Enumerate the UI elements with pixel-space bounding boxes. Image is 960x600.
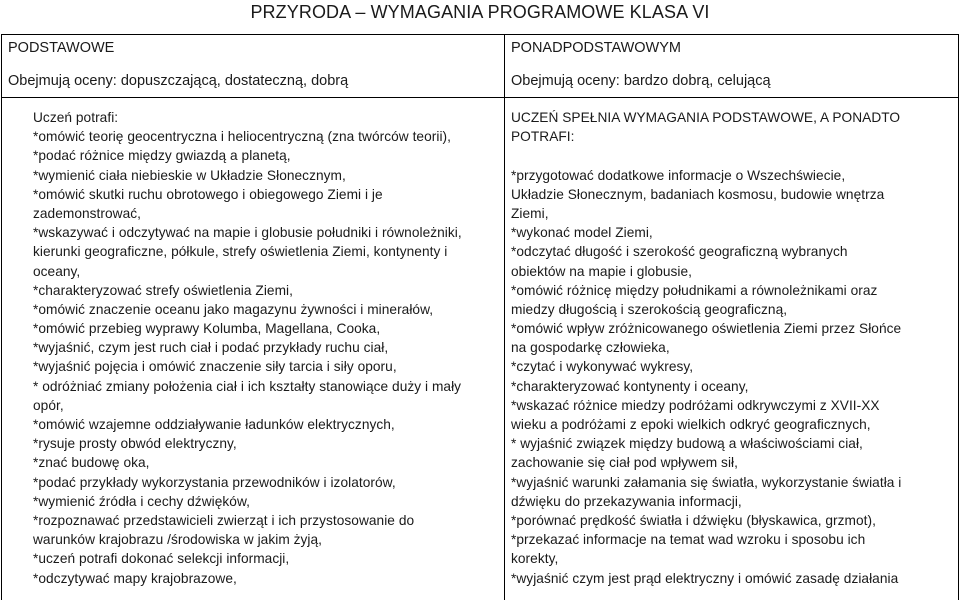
requirement-line: *omówić teorię geocentryczna i heliocentryczną (zna twórców teorii),	[33, 129, 452, 145]
requirement-line: *odczytywać mapy krajobrazowe,	[33, 570, 237, 586]
requirement-line: *znać budowę oka,	[33, 455, 150, 471]
requirement-line: korekty,	[511, 551, 559, 567]
requirement-line: zachowanie się ciał pod wpływem sił,	[511, 455, 738, 471]
requirement-line: *charakteryzować kontynenty i oceany,	[511, 378, 749, 394]
requirement-line: *omówić różnicę między południkami a równoleżnikami oraz	[511, 282, 878, 298]
requirement-line: *wymienić źródła i cechy dźwięków,	[33, 493, 250, 509]
requirement-line: * wyjaśnić związek między budową a właściwościami ciał,	[511, 436, 863, 452]
requirement-line: *wyjaśnić warunki załamania się światła, wykorzystanie światła i	[511, 474, 902, 490]
requirement-line: *uczeń potrafi dokonać selekcji informacji,	[33, 551, 290, 567]
requirement-line: *odczytać długość i szerokość geograficzną wybranych	[511, 244, 848, 260]
requirement-line: *rozpoznawać przedstawicieli zwierząt i ich przystosowanie do	[33, 512, 415, 528]
requirement-line: Ziemi,	[511, 205, 549, 221]
requirement-line: *omówić znaczenie oceanu jako magazynu żywności i minerałów,	[33, 301, 434, 317]
advanced-header-title: PONADPODSTAWOWYM	[511, 40, 681, 56]
basic-header-subtitle: Obejmują oceny: dopuszczającą, dostateczną, dobrą	[8, 73, 349, 89]
basic-requirements-list	[33, 108, 499, 588]
requirement-line: *porównać prędkość światła i dźwięku (błyskawica, grzmot),	[511, 512, 876, 528]
requirement-line: UCZEŃ SPEŁNIA WYMAGANIA PODSTAWOWE, A PONADTO	[511, 110, 901, 125]
requirement-line: opór,	[33, 397, 64, 413]
page-title: PRZYRODA – WYMAGANIA PROGRAMOWE KLASA VI	[250, 2, 710, 22]
requirement-line: dźwięku do przekazywania informacji,	[511, 493, 742, 509]
requirement-line: Uczeń potrafi:	[33, 110, 119, 125]
requirement-line: *omówić wpływ zróżnicowanego oświetlenia Ziemi przez Słońce	[511, 321, 902, 337]
requirement-line: *wyjaśnić, czym jest ruch ciał i podać przykłady ruchu ciał,	[33, 340, 389, 356]
requirement-line: Układzie Słonecznym, badaniach kosmosu, budowie wnętrza	[511, 186, 885, 202]
basic-requirements-column	[2, 35, 505, 600]
requirement-line: *wskazać różnice miedzy podróżami odkrywczymi z XVII-XX	[511, 397, 880, 413]
advanced-requirements-list	[511, 108, 953, 588]
requirement-line: wieku a podróżami z epoki wielkich odkryć geograficznych,	[511, 417, 871, 432]
requirement-line: *omówić skutki ruchu obrotowego i obiegowego Ziemi i je	[33, 186, 383, 202]
advanced-header-subtitle: Obejmują oceny: bardzo dobrą, celującą	[511, 73, 771, 89]
requirement-line: *wskazywać i odczytywać na mapie i globusie południki i równoleżniki,	[33, 225, 462, 241]
requirement-line: *wyjaśnić pojęcia i omówić znaczenie siły tarcia i siły oporu,	[33, 359, 397, 375]
requirement-line: *omówić wzajemne oddziaływanie ładunków elektrycznych,	[33, 417, 395, 432]
requirement-line: *rysuje prosty obwód elektryczny,	[33, 436, 237, 452]
requirement-line: warunków krajobrazu /środowiska w jakim żyją,	[33, 532, 323, 548]
requirement-line: *charakteryzować strefy oświetlenia Ziemi,	[33, 282, 293, 298]
requirement-line: *wymienić ciała niebieskie w Układzie Słonecznym,	[33, 167, 346, 183]
requirement-line: *wyjaśnić czym jest prąd elektryczny i omówić zasadę działania	[511, 570, 899, 586]
basic-header-title: PODSTAWOWE	[8, 40, 115, 56]
requirement-line: *omówić przebieg wyprawy Kolumba, Magellana, Cooka,	[33, 321, 381, 337]
advanced-requirements-column	[505, 35, 959, 600]
spacer	[511, 146, 953, 165]
advanced-header-cell	[505, 35, 958, 98]
requirement-line: *podać przykłady wykorzystania przewodników i izolatorów,	[33, 474, 396, 490]
requirement-line: kierunki geograficzne, półkule, strefy oświetlenia Ziemi, kontynenty i	[33, 244, 448, 260]
requirement-line: *wykonać model Ziemi,	[511, 225, 653, 241]
requirement-line: obiektów na mapie i globusie,	[511, 263, 693, 279]
requirement-line: miedzy długością i szerokością geograficzną,	[511, 301, 788, 317]
basic-header-cell	[2, 35, 504, 98]
requirement-line: *podać różnice między gwiazdą a planetą,	[33, 148, 291, 164]
requirement-line: zademonstrować,	[33, 205, 142, 221]
requirement-line: *czytać i wykonywać wykresy,	[511, 359, 694, 375]
requirement-line: *przekazać informacje na temat wad wzroku i sposobu ich	[511, 532, 866, 548]
requirement-line: * odróżniać zmiany położenia ciał i ich kształty stanowiące duży i mały	[33, 378, 462, 394]
requirements-table	[1, 34, 959, 600]
requirement-line: na gospodarkę człowieka,	[511, 340, 670, 356]
requirement-line: oceany,	[33, 263, 81, 279]
requirement-line: *przygotować dodatkowe informacje o Wszechświecie,	[511, 167, 846, 183]
requirement-line: POTRAFI:	[511, 129, 575, 145]
